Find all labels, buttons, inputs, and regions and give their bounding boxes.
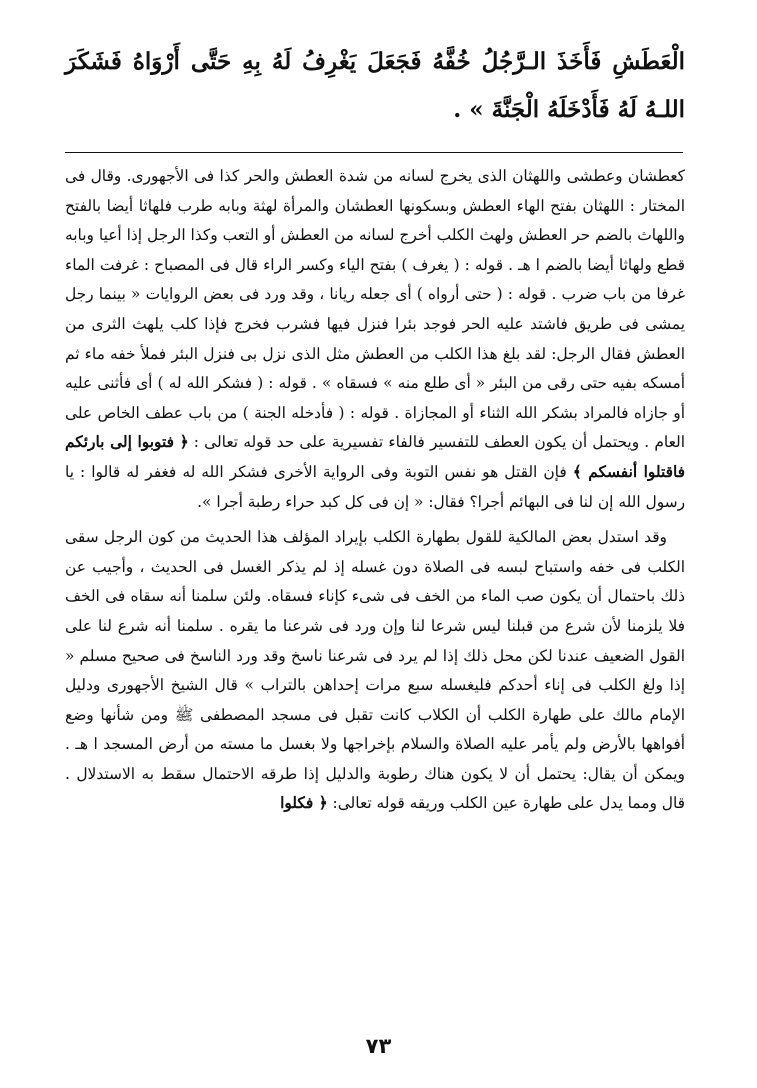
quran-verse: ﴿ فتوبوا إلى بارئكم فاقتلوا أنفسكم ﴾ [65, 433, 685, 481]
commentary-text: فإن القتل هو نفس التوبة وفى الرواية الأخرى فشكر الله له فغفر له قالوا : يا رسول الله إن لنا فى البهائم أجرا؟ فقال: « إن فى كل كبد حراء رطبة أجرا ». [65, 462, 685, 511]
footnote-separator [65, 152, 683, 153]
hadith-text: الْعَطَشِ فَأَخَذَ الـرَّجُلُ خُفَّهُ فَجَعَلَ يَغْرِفُ لَهُ بِهِ حَتَّى أَرْوَاهُ فَشَكَرَ اللـهُ لَهُ فَأَدْخَلَهُ الْجَنَّةَ » . [65, 48, 685, 123]
commentary [65, 162, 685, 819]
quran-verse: ﴿ فكلوا [280, 794, 328, 813]
commentary-paragraph-1 [65, 162, 685, 517]
commentary-text: وقد استدل بعض المالكية للقول بطهارة الكلب بإيراد المؤلف هذا الحديث من كون الرجل سقى الكلب فى خفه واستباح لبسه فى الصلاة دون غسله إذ لم يذكر الغسل فى الحديث ، وأجيب عن ذلك باحتمال أن يكون صب الماء من الخف فى شىء كإناء فسقاه. ولئن سلمنا أنه سقاه فى الخف فلا يلزمنا لأن شرع من قبلنا ليس شرعا لنا وإن ورد فى شرعنا ما يقره . سلمنا أنه شرع لنا على القول الضعيف عندنا لكن محل ذلك إذا لم يرد فى شرعنا ناسخ وقد ورد الناسخ فى صحيح مسلم « إذا ولغ الكلب فى إناء أحدكم فليغسله سبع مرات إحداهن بالتراب » قال الشيخ الأجهورى ودليل الإمام مالك على طهارة الكلب أن الكلاب كانت تقبل فى مسجد المصطفى ﷺ ومن شأنها وضع أفواهها بالأرض ولم يأمر عليه الصلاة والسلام بإخراجها ولا بغسل ما مسته من أرض المسجد ا هـ . ويمكن أن يقال: يحتمل أن لا يكون هناك رطوبة والدليل إذا طرقه الاحتمال سقط به الاستدلال . قال ومما يدل على طهارة عين الكلب وريقه قوله تعالى: [65, 528, 685, 813]
page-number: ٧٣ [365, 1034, 392, 1058]
commentary-text: كعطشان وعطشى واللهثان الذى يخرج لسانه من شدة العطش والحر كذا فى الأجهورى. وقال فى المختار : اللهثان بفتح الهاء العطش وبسكونها العطشان والمرأة لهثة وبابه طرب فلهاثا أيضا بالفتح واللهاث بالضم حر العطش ولهث الكلب أخرج لسانه من العطش أو التعب وكذا الرجل إذا أعيا وبابه قطع ولهاثا أيضا بالضم ا هـ . قوله : ( يغرف ) بفتح الياء وكسر الراء قال فى المصباح : غرفت الماء غرفا من باب ضرب . قوله : ( حتى أرواه ) أى جعله ريانا ، وقد ورد فى بعض الروايات « بينما رجل يمشى فى طريق فاشتد عليه الحر فوجد بئرا فنزل فيها فشرب فخرج فإذا كلب يلهث الثرى من العطش فقال الرجل: لقد بلغ هذا الكلب من العطش مثل الذى نزل بى فنزل البئر فملأ خفه ماء ثم أمسكه بفيه حتى رقى من البئر « أى طلع منه » فسقاه » . قوله : ( فشكر الله له ) أى فأثنى عليه أو جازاه فالمراد بشكر الله الثناء أو المجازاة . قوله : ( فأدخله الجنة ) من باب عطف الخاص على العام . ويحتمل أن يكون العطف للتفسير فالفاء تفسيرية على حد قوله تعالى : [65, 167, 685, 452]
commentary-paragraph-2 [65, 523, 685, 819]
